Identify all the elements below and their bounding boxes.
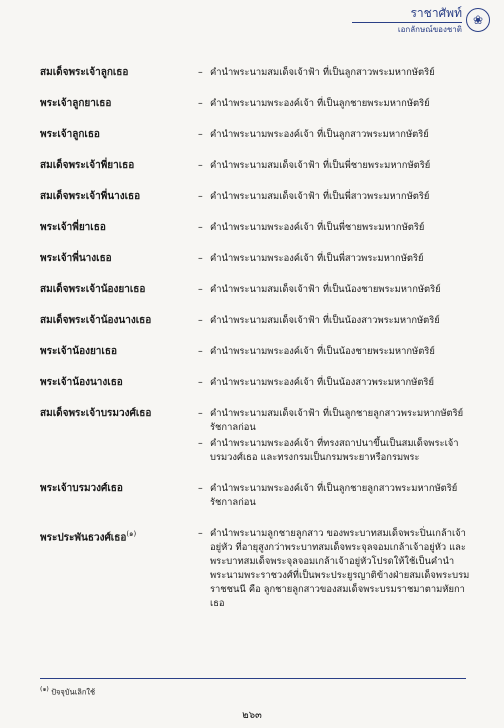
definition-dash: – — [198, 346, 203, 357]
definition-dash: – — [198, 377, 203, 388]
definition-text: คำนำพระนามสมเด็จเจ้าฟ้า ที่เป็นลูกชายลูกสาวพระมหากษัตริย์รัชกาลก่อน — [210, 408, 464, 433]
entry-term — [40, 190, 198, 206]
entry-term-text: พระเจ้าพี่นางเธอ — [40, 253, 112, 264]
entry-term — [40, 97, 198, 113]
entry-term-text: สมเด็จพระเจ้าบรมวงศ์เธอ — [40, 408, 152, 419]
definition-line — [198, 190, 470, 204]
definition-line — [198, 376, 470, 390]
definition-line — [198, 283, 470, 297]
glossary-entry — [40, 252, 470, 268]
definition-text: คำนำพระนามพระองค์เจ้า ที่เป็นลูกชายลูกสาวพระมหากษัตริย์รัชกาลก่อน — [210, 483, 458, 508]
entry-term — [40, 128, 198, 144]
definition-text: คำนำพระนามพระองค์เจ้า ที่เป็นลูกชายพระมหากษัตริย์ — [210, 98, 430, 109]
entry-term-text: สมเด็จพระเจ้าพี่ยาเธอ — [40, 160, 135, 171]
glossary-entry — [40, 283, 470, 299]
entry-term-text: สมเด็จพระเจ้าพี่นางเธอ — [40, 191, 141, 202]
entry-term — [40, 252, 198, 268]
entry-term — [40, 221, 198, 237]
entry-term-text: สมเด็จพระเจ้าน้องยาเธอ — [40, 284, 146, 295]
entry-term-text: พระเจ้าพี่ยาเธอ — [40, 222, 106, 233]
definition-text: คำนำพระนามสมเด็จเจ้าฟ้า ที่เป็นพี่ชายพระมหากษัตริย์ — [210, 160, 431, 171]
glossary-entry — [40, 314, 470, 330]
entry-term — [40, 482, 198, 512]
entry-term — [40, 66, 198, 82]
entry-term — [40, 345, 198, 361]
glossary-entry — [40, 407, 470, 467]
definition-line — [198, 252, 470, 266]
header-text — [352, 6, 462, 35]
entry-term-text: พระเจ้าบรมวงศ์เธอ — [40, 483, 123, 494]
definition-dash: – — [198, 98, 203, 109]
definition-dash: – — [198, 284, 203, 295]
entry-definitions — [198, 159, 470, 175]
glossary-entry — [40, 190, 470, 206]
entry-definitions — [198, 190, 470, 206]
definition-dash: – — [198, 438, 203, 449]
entry-term — [40, 376, 198, 392]
glossary-entry — [40, 527, 470, 613]
definition-dash: – — [198, 315, 203, 326]
definition-text: คำนำพระนามพระองค์เจ้า ที่เป็นน้องชายพระมหากษัตริย์ — [210, 346, 435, 357]
entry-definitions — [198, 482, 470, 512]
entry-term-text: พระเจ้าลูกเธอ — [40, 129, 100, 140]
entry-definitions — [198, 527, 470, 613]
entry-term — [40, 314, 198, 330]
definition-line — [198, 482, 470, 510]
definition-dash: – — [198, 408, 203, 419]
definition-line — [198, 97, 470, 111]
glossary-content — [40, 66, 470, 628]
definition-line — [198, 66, 470, 80]
definition-text: คำนำพระนามสมเด็จเจ้าฟ้า ที่เป็นลูกสาวพระมหากษัตริย์ — [210, 67, 435, 78]
entry-term — [40, 407, 198, 467]
glossary-entry — [40, 66, 470, 82]
definition-dash: – — [198, 191, 203, 202]
entry-term — [40, 283, 198, 299]
glossary-entry — [40, 128, 470, 144]
entry-definitions — [198, 345, 470, 361]
footnote — [40, 684, 95, 699]
entry-definitions — [198, 66, 470, 82]
definition-text: คำนำพระนามสมเด็จเจ้าฟ้า ที่เป็นน้องชายพระมหากษัตริย์ — [210, 284, 441, 295]
definition-text: คำนำพระนามพระองค์เจ้า ที่เป็นพี่สาวพระมหากษัตริย์ — [210, 253, 424, 264]
emblem-icon: ❀ — [466, 8, 490, 32]
header-rule — [352, 22, 462, 23]
entry-term-text: พระประพันธวงศ์เธอ — [40, 532, 127, 544]
header-subtitle: เอกลักษณ์ของชาติ — [397, 25, 462, 34]
glossary-entry — [40, 376, 470, 392]
definition-line — [198, 527, 470, 611]
footnote-reference: (๑) — [126, 530, 137, 538]
entry-term-text: พระเจ้าน้องยาเธอ — [40, 346, 117, 357]
definition-text: คำนำพระนามพระองค์เจ้า ที่ทรงสถาปนาขึ้นเป็นสมเด็จพระเจ้าบรมวงศ์เธอ และทรงกรมเป็นกรมพระยาหรือกรมพระ — [210, 438, 459, 463]
header-title: ราชาศัพท์ — [410, 6, 462, 20]
footnote-text: ปัจจุบันเลิกใช้ — [51, 687, 96, 697]
entry-term-text: พระเจ้าน้องนางเธอ — [40, 377, 123, 388]
entry-definitions — [198, 128, 470, 144]
definition-text: คำนำพระนามสมเด็จเจ้าฟ้า ที่เป็นพี่สาวพระมหากษัตริย์ — [210, 191, 430, 202]
entry-term-text: พระเจ้าลูกยาเธอ — [40, 98, 112, 109]
definition-text: คำนำพระนามพระองค์เจ้า ที่เป็นลูกสาวพระมหากษัตริย์ — [210, 129, 429, 140]
definition-line — [198, 345, 470, 359]
entry-term — [40, 527, 198, 613]
definition-line — [198, 407, 470, 435]
definition-line — [198, 221, 470, 235]
entry-definitions — [198, 314, 470, 330]
definition-line — [198, 314, 470, 328]
definition-dash: – — [198, 483, 203, 494]
entry-definitions — [198, 252, 470, 268]
definition-dash: – — [198, 222, 203, 233]
entry-definitions — [198, 97, 470, 113]
definition-dash: – — [198, 67, 203, 78]
definition-text: คำนำพระนามพระองค์เจ้า ที่เป็นน้องสาวพระมหากษัตริย์ — [210, 377, 434, 388]
page-number: ๒๖๓ — [242, 710, 262, 721]
definition-dash: – — [198, 129, 203, 140]
footnote-rule — [40, 678, 466, 679]
definition-dash: – — [198, 253, 203, 264]
glossary-entry — [40, 221, 470, 237]
entry-definitions — [198, 221, 470, 237]
definition-line — [198, 128, 470, 142]
entry-term — [40, 159, 198, 175]
glossary-entry — [40, 159, 470, 175]
footnote-number: (๑) — [40, 686, 49, 693]
definition-text: คำนำพระนามสมเด็จเจ้าฟ้า ที่เป็นน้องสาวพระมหากษัตริย์ — [210, 315, 440, 326]
definition-dash: – — [198, 528, 203, 539]
definition-text: คำนำพระนามลูกชายลูกสาว ของพระบาทสมเด็จพระปิ่นเกล้าเจ้าอยู่หัว ที่อายุสูงกว่าพระบาทสมเด็จพระจุลจอมเกล้าเจ้าอยู่หัว และพระบาทสมเด็จพระจุลจอมเกล้าเจ้าอยู่หัวโปรดให้ใช้เป็นคำนำพระนามพระราชวงศ์ที่เป็นพระประยูรญาติข้างฝ่ายสมเด็จพระบรมราชชนนี คือ ลูกชายลูกสาวของสมเด็จพระบรมราชมาตามหัยกาเธอ — [210, 528, 470, 609]
glossary-entry — [40, 345, 470, 361]
entry-term-text: สมเด็จพระเจ้าลูกเธอ — [40, 67, 129, 78]
entry-definitions — [198, 376, 470, 392]
definition-line — [198, 159, 470, 173]
definition-dash: – — [198, 160, 203, 171]
entry-definitions — [198, 283, 470, 299]
glossary-entry — [40, 482, 470, 512]
definition-line — [198, 437, 470, 465]
entry-term-text: สมเด็จพระเจ้าน้องนางเธอ — [40, 315, 152, 326]
definition-text: คำนำพระนามพระองค์เจ้า ที่เป็นพี่ชายพระมหากษัตริย์ — [210, 222, 425, 233]
glossary-entry — [40, 97, 470, 113]
page-header — [352, 6, 490, 35]
entry-definitions — [198, 407, 470, 467]
